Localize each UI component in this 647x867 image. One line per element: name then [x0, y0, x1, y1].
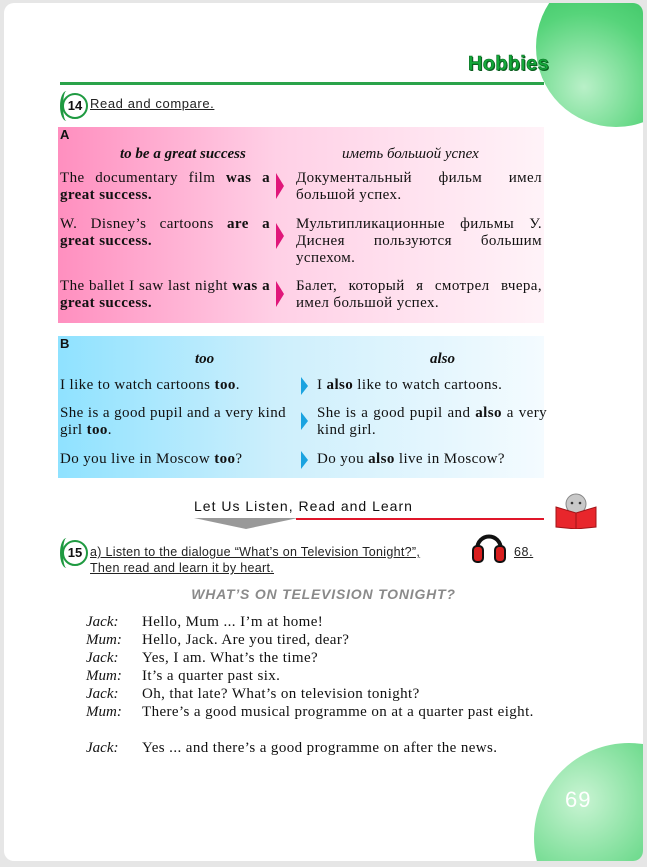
dialogue-line: Yes ... and there’s a good programme on after the news.: [142, 740, 498, 756]
exercise-15-instruction-1: a) Listen to the dialogue “What’s on Television Tonight?”,: [90, 545, 421, 559]
arrow-icon: [301, 451, 308, 469]
arrow-icon: [276, 173, 284, 199]
speaker-label: Mum:: [86, 704, 122, 720]
section-b-row-3-right: Do you also live in Moscow?: [317, 451, 505, 467]
section-b-row-2-right: She is a good pupil and also a very kind girl.: [317, 405, 547, 438]
section-a: [58, 127, 544, 323]
dialogue-title: WHAT’S ON TELEVISION TONIGHT?: [191, 586, 456, 602]
corner-decoration-top: [536, 3, 643, 127]
speaker-label: Jack:: [86, 650, 119, 666]
section-b: [58, 336, 547, 478]
page-title: Hobbies: [468, 53, 549, 75]
section-b-header-also: also: [430, 351, 456, 367]
arrow-icon: [276, 281, 284, 307]
section-b-row-1-left: I like to watch cartoons too.: [60, 377, 240, 393]
section-b-row-3-left: Do you live in Moscow too?: [60, 451, 243, 467]
exercise-number-15: 15: [62, 540, 88, 566]
dialogue-line: It’s a quarter past six.: [142, 668, 281, 684]
section-a-label: A: [60, 127, 70, 142]
audio-track-number: 68.: [514, 545, 534, 559]
speaker-label: Mum:: [86, 668, 122, 684]
speaker-label: Jack:: [86, 740, 119, 756]
speaker-label: Jack:: [86, 614, 119, 630]
page-number: 69: [565, 787, 592, 812]
section-b-row-1-right: I also like to watch cartoons.: [317, 377, 503, 393]
book-icon: [552, 493, 600, 529]
exercise-15-instruction-2: Then read and learn it by heart.: [90, 561, 275, 575]
exercise-number-14: 14: [62, 93, 88, 119]
section-a-row-1-en: The documentary film was a great success.: [60, 170, 270, 203]
headphones-icon[interactable]: [471, 528, 507, 564]
section-b-row-2-left: She is a good pupil and a very kind girl too.: [60, 405, 286, 438]
dialogue-line: There’s a good musical programme on at a quarter past eight.: [142, 704, 534, 720]
dialogue-line: Yes, I am. What’s the time?: [142, 650, 319, 666]
header-divider: [60, 82, 544, 85]
speaker-label: Jack:: [86, 686, 119, 702]
listen-section-rule: [296, 518, 544, 520]
dialogue-line: Hello, Mum ... I’m at home!: [142, 614, 324, 630]
section-b-label: B: [60, 336, 70, 351]
section-a-header-en: to be a great success: [120, 146, 246, 162]
section-a-row-3-ru: Балет, который я смотрел вчера, имел большой успех.: [296, 278, 542, 311]
section-a-row-2-ru: Мультипликационные фильмы У. Диснея пользуются большим успехом.: [296, 216, 542, 266]
exercise-14-instruction: Read and compare.: [90, 96, 215, 111]
arrow-icon: [301, 412, 308, 430]
section-a-row-3-en: The ballet I saw last night was a great success.: [60, 278, 271, 311]
arrow-icon: [301, 377, 308, 395]
textbook-page: [4, 3, 643, 861]
section-a-header-ru: иметь большой успех: [342, 146, 479, 162]
section-a-row-2-en: W. Disney’s cartoons are a great success.: [60, 216, 271, 249]
section-a-row-1-ru: Документальный фильм имел большой успех.: [296, 170, 542, 203]
dialogue-line: Hello, Jack. Are you tired, dear?: [142, 632, 350, 648]
speaker-label: Mum:: [86, 632, 122, 648]
section-b-header-too: too: [195, 351, 215, 367]
arrow-icon: [276, 223, 284, 249]
listen-section-title: Let Us Listen, Read and Learn: [194, 498, 413, 514]
section-pointer: [194, 518, 298, 529]
dialogue-line: Oh, that late? What’s on television tonight?: [142, 686, 420, 702]
